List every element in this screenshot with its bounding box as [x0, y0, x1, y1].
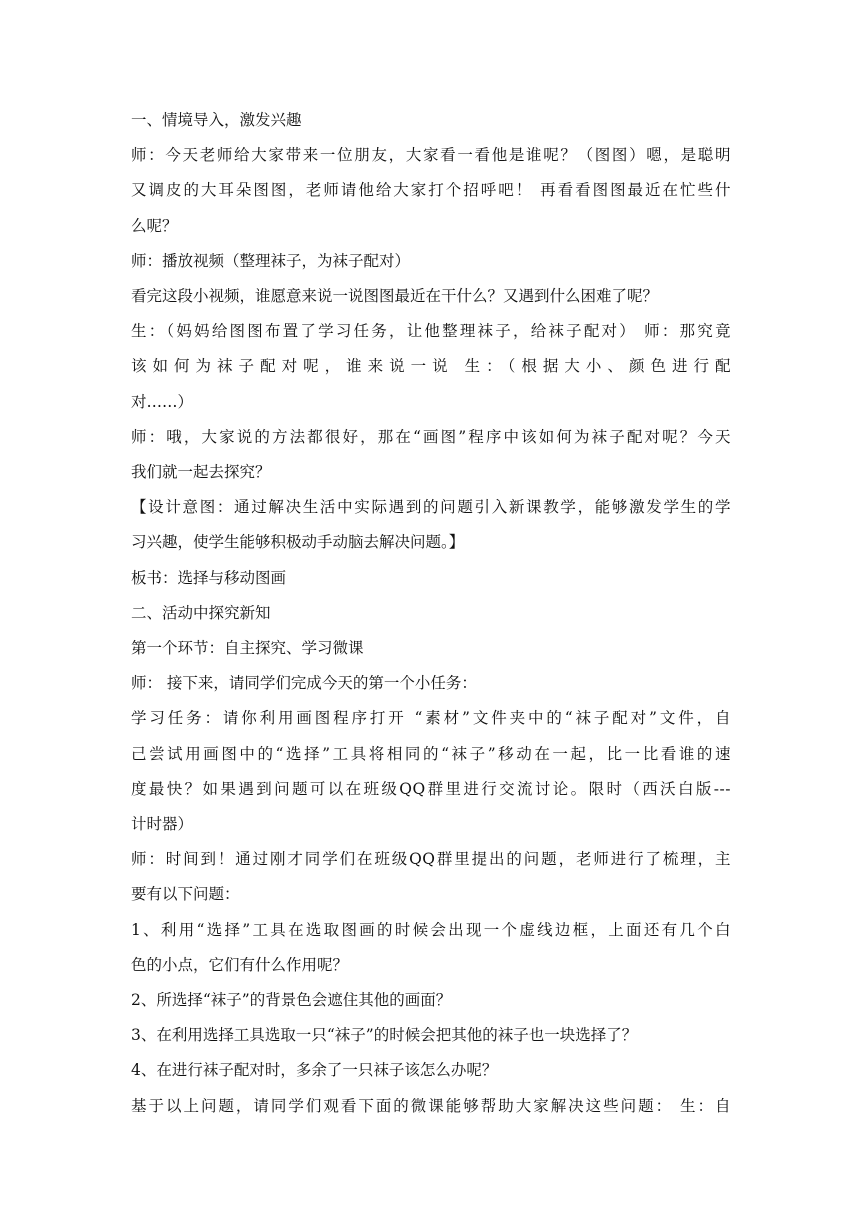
paragraph-line: 么呢？	[131, 216, 178, 235]
paragraph-line: 师：播放视频（整理袜子，为袜子配对）	[131, 251, 411, 270]
paragraph-line: 师： 接下来，请同学们完成今天的第一个小任务：	[131, 674, 477, 693]
paragraph-line: 师：时间到！通过刚才同学们在班级QQ群里提出的问题，老师进行了梳理，主	[131, 850, 731, 869]
paragraph-line: 看完这段小视频，谁愿意来说一说图图最近在干什么？又遇到什么困难了呢？	[131, 287, 659, 306]
section-heading-1: 一、情境导入，激发兴趣	[131, 111, 302, 129]
paragraph-line: 基于以上问题，请同学们观看下面的微课能够帮助大家解决这些问题： 生：自	[131, 1096, 731, 1115]
question-item: 4、在进行袜子配对时，多余了一只袜子该怎么办呢？	[131, 1061, 498, 1080]
paragraph-line: 度最快？如果遇到问题可以在班级QQ群里进行交流讨论。限时（西沃白版---	[131, 779, 731, 798]
paragraph-line: 生：（妈妈给图图布置了学习任务，让他整理袜子，给袜子配对） 师：那究竟	[131, 322, 731, 341]
subsection-heading: 第一个环节：自主探究、学习微课	[131, 639, 364, 658]
paragraph-line: 对……）	[131, 392, 194, 411]
design-intent-line: 【设计意图：通过解决生活中实际遇到的问题引入新课教学，能够激发学生的学	[131, 498, 731, 517]
question-item: 2、所选择“袜子”的背景色会遮住其他的画面？	[131, 991, 452, 1010]
paragraph-line: 要有以下问题：	[131, 885, 240, 904]
document-body	[131, 103, 731, 1124]
paragraph-line: 我们就一起去探究？	[131, 463, 271, 482]
paragraph-line: 师：哦，大家说的方法都很好，那在“画图”程序中该如何为袜子配对呢？今天	[131, 427, 731, 446]
paragraph-line: 该如何为袜子配对呢，谁来说一说 生：（根据大小、颜色进行配	[131, 357, 731, 376]
paragraph-line: 又调皮的大耳朵图图，老师请他给大家打个招呼吧！ 再看看图图最近在忙些什	[131, 181, 731, 200]
paragraph-line: 师：今天老师给大家带来一位朋友，大家看一看他是谁呢？（图图）嗯，是聪明	[131, 146, 731, 165]
question-item: 3、在利用选择工具选取一只“袜子”的时候会把其他的袜子也一块选择了？	[131, 1026, 638, 1045]
design-intent-line: 习兴趣，使学生能够积极动手动脑去解决问题。】	[131, 533, 465, 552]
paragraph-line: 学习任务：请你利用画图程序打开 “素材”文件夹中的“袜子配对”文件，自	[131, 709, 731, 728]
section-heading-2: 二、活动中探究新知	[131, 603, 271, 622]
board-writing: 板书：选择与移动图画	[131, 568, 287, 587]
paragraph-line: 己尝试用画图中的“选择”工具将相同的“袜子”移动在一起，比一比看谁的速	[131, 744, 731, 763]
paragraph-line: 计时器）	[131, 815, 194, 834]
question-item: 1、利用“选择”工具在选取图画的时候会出现一个虚线边框，上面还有几个白	[131, 920, 731, 939]
question-item: 色的小点，它们有什么作用呢？	[131, 955, 349, 974]
